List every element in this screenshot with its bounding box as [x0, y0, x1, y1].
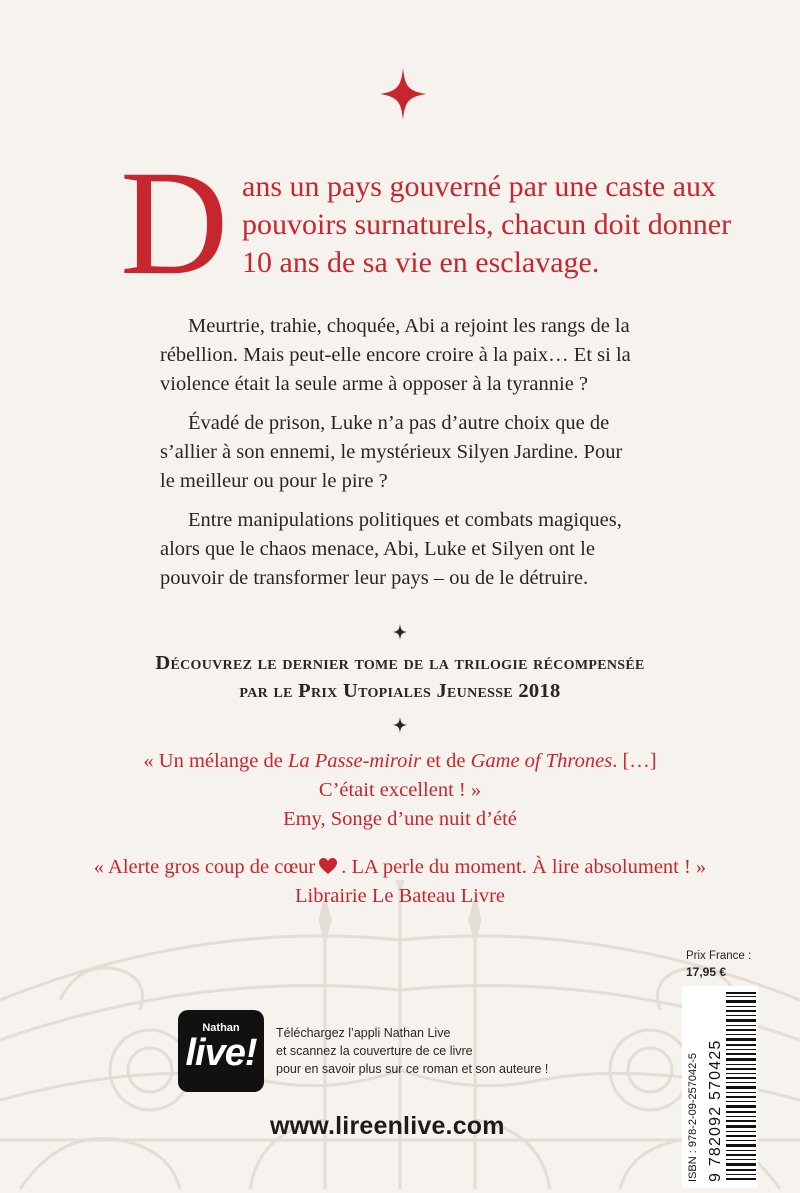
nathan-live-logo — [178, 1010, 264, 1092]
quote-text: . […] — [612, 750, 657, 772]
synopsis-line: violence était la seule arme à opposer à la tyrannie ? — [160, 373, 589, 395]
small-star-icon — [393, 717, 407, 733]
announcement-line: par le Prix Utopiales Jeunesse 2018 — [239, 680, 561, 702]
quote-text: « Un mélange de — [143, 750, 288, 772]
app-instruction-line: pour en savoir plus sur ce roman et son auteure ! — [276, 1062, 549, 1076]
synopsis-line: le meilleur ou pour le pire ? — [160, 470, 388, 492]
quote-text: . LA perle du moment. À lire absolument ! » — [341, 856, 707, 878]
app-instruction-line: et scannez la couverture de ce livre — [276, 1044, 473, 1058]
website-url[interactable]: www.lireenlive.com — [270, 1112, 505, 1140]
review-author: Emy, Songe d’une nuit d’été — [283, 808, 517, 830]
synopsis-line: pouvoir de transformer leur pays – ou de le détruire. — [160, 567, 589, 589]
price-label: Prix France : — [686, 950, 752, 962]
logo-text-big: live! — [185, 1032, 257, 1074]
book-title: La Passe-miroir — [287, 750, 422, 772]
synopsis-line: Entre manipulations politiques et combats magiques, — [188, 509, 622, 531]
intro-line: pouvoirs surnaturels, chacun doit donner — [242, 208, 732, 241]
app-instruction-line: Téléchargez l’appli Nathan Live — [276, 1026, 451, 1040]
review-author: Librairie Le Bateau Livre — [294, 885, 505, 907]
drop-cap: D — [120, 140, 229, 306]
synopsis-line: Évadé de prison, Luke n’a pas d’autre choix que de — [188, 412, 610, 434]
synopsis-line: s’allier à son ennemi, le mystérieux Silyen Jardine. Pour — [160, 441, 623, 463]
intro-line: ans un pays gouverné par une caste aux — [242, 170, 716, 203]
logo-text-small: Nathan — [202, 1022, 240, 1034]
barcode-bars — [726, 992, 756, 1180]
isbn-barcode — [682, 986, 758, 1188]
barcode-digits: 9 782092 570425 — [707, 1039, 724, 1182]
intro-line: 10 ans de sa vie en esclavage. — [242, 246, 600, 279]
review-quote — [0, 856, 800, 879]
four-point-star-icon — [380, 68, 426, 120]
synopsis-line: rébellion. Mais peut-elle encore croire à la paix… Et si la — [160, 344, 631, 366]
quote-text: et de — [421, 750, 471, 772]
heart-icon — [319, 858, 337, 874]
price-value: 17,95 € — [686, 965, 727, 979]
quote-text: « Alerte gros coup de cœur — [93, 856, 316, 878]
review-quote — [0, 750, 800, 773]
synopsis-line: Meurtrie, trahie, choquée, Abi a rejoint les rangs de la — [188, 315, 630, 337]
isbn-label: ISBN : 978-2-09-257042-5 — [687, 1052, 699, 1182]
announcement-line: Découvrez le dernier tome de la trilogie récompensée — [155, 652, 645, 674]
barcode-graphic — [682, 986, 758, 1188]
review-quote-line: C’était excellent ! » — [318, 779, 482, 801]
book-title: Game of Thrones — [470, 750, 613, 772]
synopsis-line: alors que le chaos menace, Abi, Luke et Silyen ont le — [160, 538, 595, 560]
small-star-icon — [393, 624, 407, 640]
